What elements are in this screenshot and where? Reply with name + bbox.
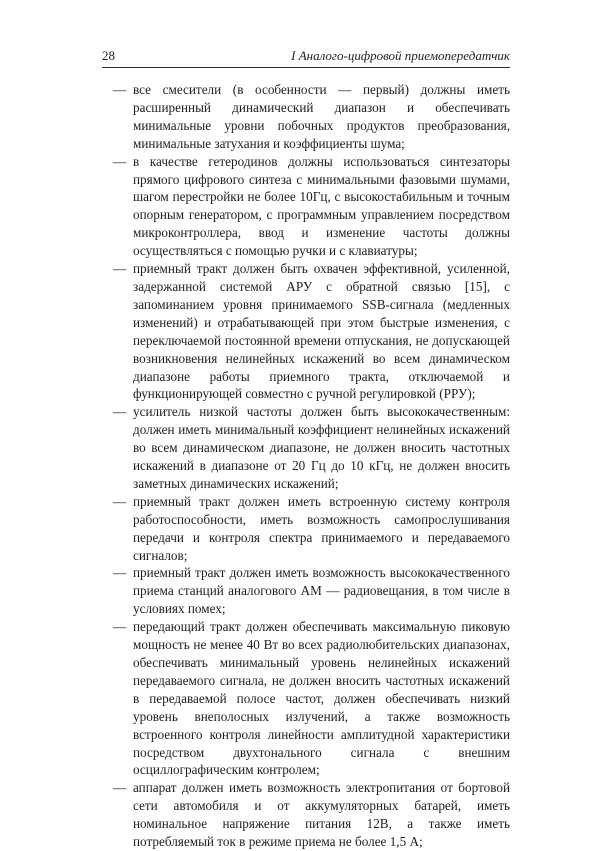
list-item (113, 81, 510, 153)
running-header (102, 46, 510, 68)
list-item (113, 260, 510, 403)
list-item-text: приемный тракт должен иметь встроенную систему контроля работоспособности, иметь возможность самопрослушивания передачи и контроля спектра принимаемого и передаваемого сигналов; (133, 493, 510, 563)
list-item-text: все смесители (в особенности — первый) должны иметь расширенный динамический диапазон и обеспечивать минимальные уровни побочных продуктов преобразования, минимальные затухания и коэффициенты шума; (133, 82, 510, 151)
list-item (113, 779, 510, 851)
list-item-text: в качестве гетеродинов должны использоваться синтезаторы прямого цифрового синтеза с минимальными фазовыми шумами, шагом перестройки не более 10Гц, с высокостабильным и точным опорным генератором, с программным управлением посредством микроконтроллера, ввод и изменение частоты должны осуществляться с помощью ручки и с клавиатуры; (133, 153, 510, 259)
bullet-dash: — (113, 565, 127, 581)
list-item (113, 153, 510, 260)
list-item-text: передающий тракт должен обеспечивать максимальную пиковую мощность не менее 40 Вт во всех радиолюбительских диапазонах, обеспечивать минимальный уровень нелинейных искажений передаваемого сигнала, не должен вносить частотных искажений в передаваемой полосе частот, должен обеспечивать низкий уровень внеполосных излучений, а также возможность встроенного контроля линейности амплитудной характеристики посредством двухтонального сигнала с внешним осциллографическим контролем; (133, 619, 510, 778)
list-item-text: приемный тракт должен иметь возможность высококачественного приема станций аналогового АМ — радиовещания, в том числе в условиях помех; (133, 565, 510, 617)
list-item-text: приемный тракт должен быть охвачен эффективной, усиленной, задержанной системой АРУ с обратной связью [15], с запоминанием уровня принимаемого SSB-сигнала (медленных изменений) и отрабатывающей при этом быстрые изменения, с переключаемой постоянной времени отпускания, не допускающей возникновения нелинейных искажений во всем динамическом диапазоне работы приемного тракта, отключаемой и функционирующей совместно с ручной регулировкой (РРУ); (133, 261, 510, 402)
chapter-title: I Аналого-цифровой приемопередатчик (291, 48, 510, 63)
list-item-text: усилитель низкой частоты должен быть высококачественным: должен иметь минимальный коэффициент нелинейных искажений во всем динамическом диапазоне, не должен вносить частотных искажений в диапазоне от 20 Гц до 10 кГц, не должен вносить заметных динамических искажений; (133, 404, 510, 491)
list-item (113, 403, 510, 493)
list-item (113, 493, 510, 565)
bullet-dash: — (113, 619, 127, 635)
list-item (113, 618, 510, 779)
requirements-list (113, 81, 510, 851)
list-item (113, 564, 510, 618)
bullet-dash: — (113, 261, 127, 277)
bullet-dash: — (113, 82, 127, 97)
bullet-dash: — (113, 404, 127, 420)
header-rule (102, 67, 510, 68)
list-item-text: аппарат должен иметь возможность электропитания от бортовой сети автомобиля и от аккумуляторных батарей, иметь номинальное напряжение питания 12В, а также иметь потребляемый ток в режиме приема не более 1,5 А; (133, 780, 510, 850)
bullet-dash: — (113, 780, 127, 796)
bullet-dash: — (113, 153, 127, 169)
page-number: 28 (102, 48, 115, 63)
bullet-dash: — (113, 493, 127, 509)
